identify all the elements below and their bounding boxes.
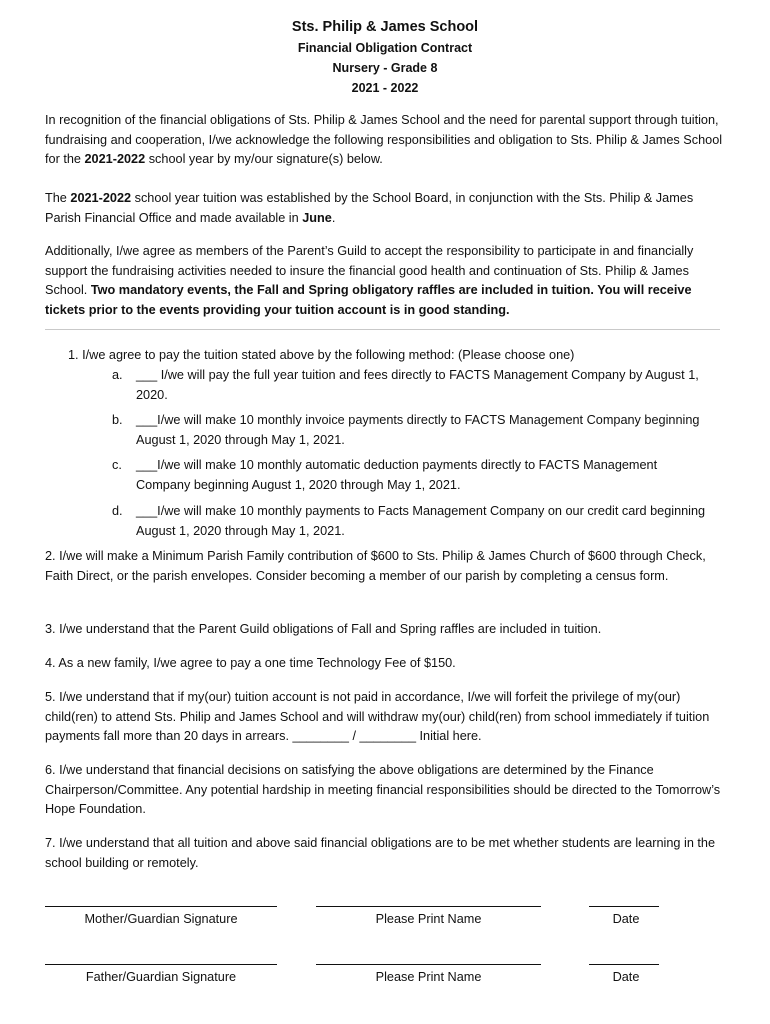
intro-text: school year by my/our signature(s) below. bbox=[145, 152, 383, 166]
date-line[interactable] bbox=[589, 906, 659, 907]
option-marker: a. bbox=[112, 368, 123, 382]
intro-month-bold: June bbox=[302, 210, 332, 225]
print-name-label: Please Print Name bbox=[375, 970, 482, 984]
print-name-line[interactable] bbox=[316, 964, 541, 965]
option-text: ___I/we will make 10 monthly invoice payments directly to FACTS Management Company beginning August 1, 2020 through May 1, 2021. bbox=[136, 413, 700, 447]
option-marker: b. bbox=[112, 413, 123, 427]
mother-signature-line[interactable] bbox=[45, 906, 277, 907]
print-name-line[interactable] bbox=[316, 906, 541, 907]
intro-year-bold: 2021-2022 bbox=[84, 152, 146, 166]
intro-text: . bbox=[331, 210, 336, 225]
section-divider bbox=[45, 329, 720, 330]
print-name-label: Please Print Name bbox=[375, 912, 482, 926]
intro-text: The bbox=[45, 191, 71, 205]
option-text: ___I/we will make 10 monthly automatic deduction payments directly to FACTS Management Company beginning August 1, 2020 through May 1, 2021. bbox=[136, 458, 658, 492]
intro-paragraph-1 bbox=[45, 111, 725, 170]
school-year: 2021 - 2022 bbox=[351, 81, 419, 95]
item-5: 5. I/we understand that if my(our) tuition account is not paid in accordance, I/we will forfeit the privilege of my(our) child(ren) to attend Sts. Philip and James School and will withdraw my(our) child(ren) from school immediately if tuition payments fall more than 20 days in arrears. ________ / ________ Initial here. bbox=[45, 690, 710, 743]
item-3: 3. I/we understand that the Parent Guild obligations of Fall and Spring raffles are included in tuition. bbox=[45, 622, 602, 636]
intro-text: Additionally, I/we agree as members of the Parent’s Guild to accept the responsibility to participate in and financially support the fundraising activities needed to insure the financial good health and continuation of Sts. Philip & James School. bbox=[45, 244, 694, 297]
school-name: Sts. Philip & James School bbox=[291, 19, 479, 35]
intro-paragraph-2 bbox=[45, 189, 725, 228]
intro-text: In recognition of the financial obligations of Sts. Philip & James School and the need for parental support through tuition, fundraising and cooperation, I/we acknowledge the following responsibilities and obligation to Sts. Philip & James School for the bbox=[45, 113, 723, 166]
date-line[interactable] bbox=[589, 964, 659, 965]
option-marker: d. bbox=[112, 504, 123, 518]
date-label: Date bbox=[612, 970, 640, 984]
date-label: Date bbox=[612, 912, 640, 926]
option-marker: c. bbox=[112, 458, 122, 472]
item-1: 1. I/we agree to pay the tuition stated above by the following method: (Please choose one) bbox=[68, 348, 575, 362]
item-7: 7. I/we understand that all tuition and above said financial obligations are to be met whether students are learning in the school building or remotely. bbox=[45, 836, 716, 870]
contract-title: Financial Obligation Contract bbox=[297, 41, 473, 55]
item-4: 4. As a new family, I/we agree to pay a one time Technology Fee of $150. bbox=[45, 656, 456, 670]
item-2: 2. I/we will make a Minimum Parish Family contribution of $600 to Sts. Philip & James Church of $600 through Check, Faith Direct, or the parish envelopes. Consider becoming a member of our parish by completing a census form. bbox=[45, 549, 706, 583]
grade-range: Nursery - Grade 8 bbox=[332, 61, 438, 75]
mandatory-events-bold: Two mandatory events, the Fall and Spring obligatory raffles are included in tuition. You will receive tickets prior to the events providing your tuition account is in good standing. bbox=[45, 283, 692, 317]
option-text: ___ I/we will pay the full year tuition and fees directly to FACTS Management Company by August 1, 2020. bbox=[136, 368, 699, 402]
intro-text: school year tuition was established by the School Board, in conjunction with the Sts. Philip & James Parish Financial Office and made available in bbox=[45, 191, 694, 225]
intro-paragraph-3 bbox=[45, 242, 725, 320]
father-signature-label: Father/Guardian Signature bbox=[85, 970, 237, 984]
item-6: 6. I/we understand that financial decisions on satisfying the above obligations are determined by the Finance Chairperson/Committee. Any potential hardship in meeting financial responsibilities should be directed to the Tomorrow’s Hope Foundation. bbox=[45, 763, 721, 816]
intro-year-bold: 2021-2022 bbox=[70, 191, 132, 205]
mother-signature-label: Mother/Guardian Signature bbox=[84, 912, 238, 926]
option-text: ___I/we will make 10 monthly payments to Facts Management Company on our credit card beginning August 1, 2020 through May 1, 2021. bbox=[136, 504, 706, 538]
father-signature-line[interactable] bbox=[45, 964, 277, 965]
